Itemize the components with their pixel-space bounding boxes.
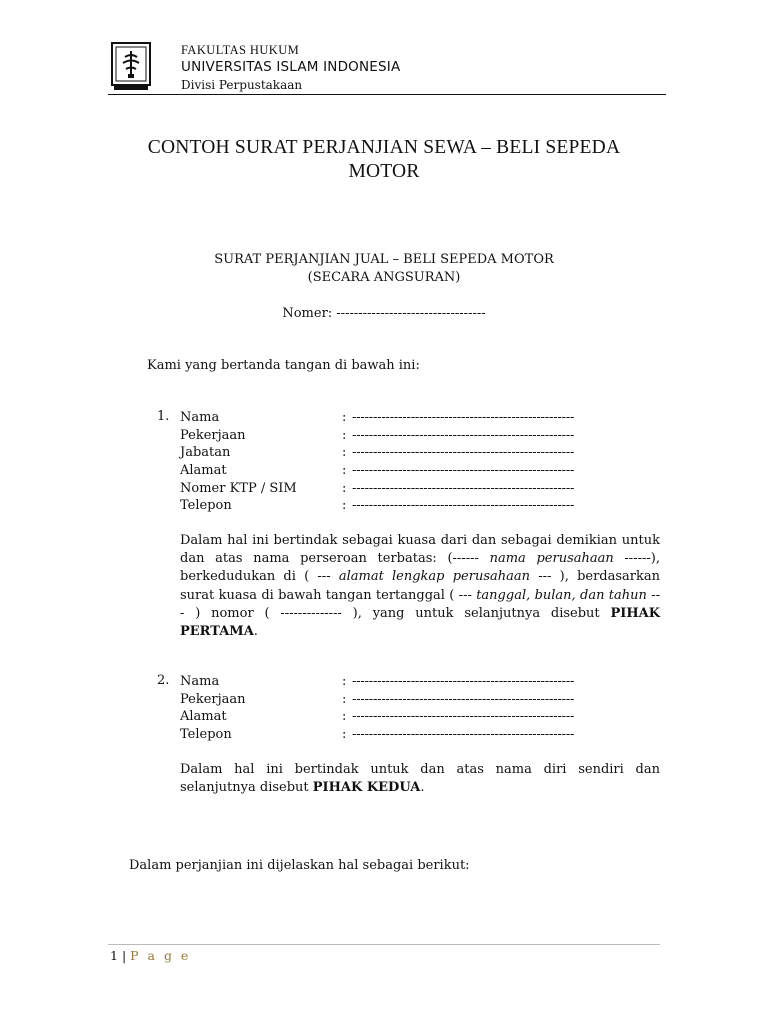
field-value-blank: ----------------------------------------------------- <box>352 445 575 461</box>
page-number: 1 <box>110 948 118 963</box>
party1-number: 1. <box>157 409 170 424</box>
subtitle-line-2: (SECARA ANGSURAN) <box>307 270 461 285</box>
party2-para-end: . <box>420 780 425 796</box>
field-value-blank: ----------------------------------------------------- <box>352 463 575 479</box>
field-label: Jabatan <box>180 445 231 461</box>
title-line-1: CONTOH SURAT PERJANJIAN SEWA – BELI SEPEDA <box>147 137 621 158</box>
university-seal-icon <box>110 41 152 91</box>
party1-address-placeholder: alamat lengkap perusahaan <box>338 569 531 585</box>
field-label: Nomer KTP / SIM <box>180 480 297 496</box>
field-colon: : <box>342 727 347 743</box>
field-label: Alamat <box>180 463 227 479</box>
subtitle-line-1: SURAT PERJANJIAN JUAL – BELI SEPEDA MOTOR <box>214 252 554 267</box>
field-value-blank: ----------------------------------------------------- <box>352 427 575 443</box>
field-value-blank: ----------------------------------------------------- <box>352 709 575 725</box>
field-value-blank: ----------------------------------------------------- <box>352 691 575 707</box>
field-label: Nama <box>180 410 220 425</box>
party1-company-placeholder: nama perusahaan <box>489 551 614 567</box>
party2-designation: PIHAK KEDUA <box>312 780 421 796</box>
field-label: Telepon <box>180 498 232 514</box>
field-label: Nama <box>180 674 220 689</box>
field-colon: : <box>342 709 347 725</box>
party1-para-end: . <box>253 624 258 640</box>
field-colon: : <box>342 498 347 514</box>
party1-para-d: --- ) nomor ( -------------- ), yang untuk selanjutnya disebut <box>180 587 661 621</box>
document-title <box>100 136 668 184</box>
field-label: Alamat <box>180 709 227 725</box>
closing-text: Dalam perjanjian ini dijelaskan hal sebagai berikut: <box>129 858 470 873</box>
party2-number: 2. <box>157 673 170 688</box>
intro-text: Kami yang bertanda tangan di bawah ini: <box>147 358 420 373</box>
field-colon: : <box>342 445 347 461</box>
field-value-blank: ----------------------------------------------------- <box>352 498 575 514</box>
field-colon: : <box>342 463 347 479</box>
party1-para-c: --- ), berdasarkan surat kuasa di bawah tangan tertanggal ( --- <box>180 569 661 603</box>
footer-divider <box>108 944 660 945</box>
field-label: Pekerjaan <box>180 691 246 707</box>
field-value-blank: ----------------------------------------------------- <box>352 674 575 689</box>
party1-paragraph <box>180 532 660 641</box>
party1-para-a: Dalam hal ini bertindak sebagai kuasa dari dan sebagai demikian untuk dan atas nama perseroan terbatas: (------ <box>180 533 660 567</box>
party2-para-a: Dalam hal ini bertindak untuk dan atas nama diri sendiri dan selanjutnya disebut <box>180 762 660 796</box>
party1-designation: PIHAK PERTAMA <box>180 605 660 640</box>
field-colon: : <box>342 691 347 707</box>
header-divider <box>108 94 666 95</box>
division-name: Divisi Perpustakaan <box>181 78 303 92</box>
field-value-blank: ----------------------------------------------------- <box>352 480 575 496</box>
field-colon: : <box>342 674 347 689</box>
party1-para-b: ------), berkedudukan di ( --- <box>180 551 660 585</box>
page-label: P a g e <box>130 948 191 963</box>
field-label: Telepon <box>180 727 232 743</box>
field-colon: : <box>342 427 347 443</box>
title-line-2: MOTOR <box>348 161 420 182</box>
document-number: Nomer: ---------------------------------- <box>282 306 486 321</box>
faculty-name: FAKULTAS HUKUM <box>181 43 300 57</box>
field-value-blank: ----------------------------------------------------- <box>352 410 575 425</box>
party2-paragraph <box>180 761 660 797</box>
page-footer <box>110 948 191 963</box>
field-label: Pekerjaan <box>180 427 246 443</box>
field-colon: : <box>342 480 347 496</box>
university-logo <box>110 41 152 91</box>
field-value-blank: ----------------------------------------------------- <box>352 727 575 743</box>
university-name: UNIVERSITAS ISLAM INDONESIA <box>181 59 401 75</box>
field-colon: : <box>342 410 347 425</box>
party1-date-placeholder: tanggal, bulan, dan tahun <box>476 587 647 603</box>
footer-separator: | <box>121 948 127 963</box>
